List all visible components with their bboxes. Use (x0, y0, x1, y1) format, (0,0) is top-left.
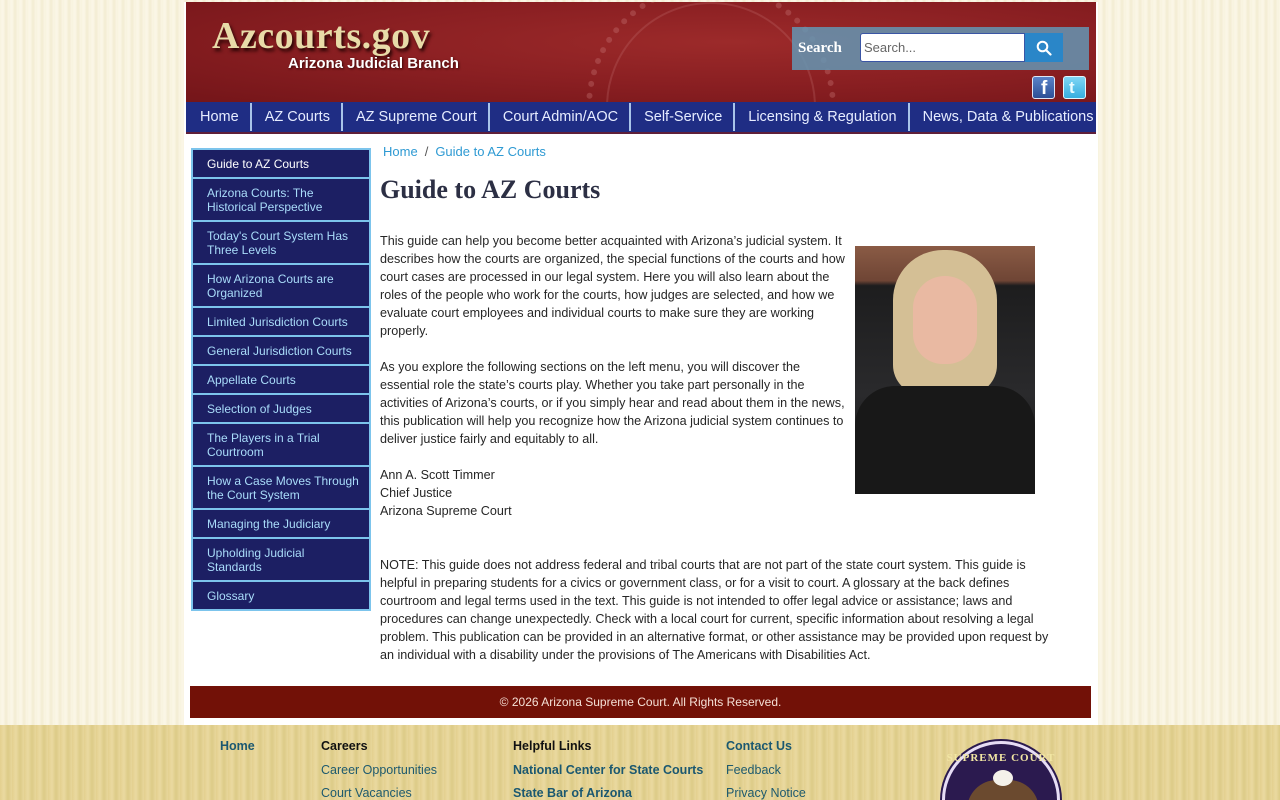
photo-robe (855, 386, 1035, 494)
site-header (186, 2, 1096, 102)
footer-home-link[interactable]: Home (220, 739, 255, 753)
chief-justice-photo (855, 246, 1035, 494)
intro-paragraph-2: As you explore the following sections on the left menu, you will discover the essential role the state’s courts play. Whether you take part personally in the activities of Arizona’s courts, or if you simply hear and read about them in the news, this publication will help you recognize how the Arizona judicial system continues to deliver justice fairly and equitably to all. (380, 360, 845, 446)
footer-helpful-links-heading: Helpful Links (513, 739, 592, 753)
footer-col-home (220, 739, 255, 763)
breadcrumb-home[interactable]: Home (383, 144, 418, 159)
sidebar-item-judicial-standards[interactable]: Upholding Judicial Standards (191, 539, 371, 582)
signature-title: Chief Justice (380, 486, 453, 500)
twitter-icon: t (1069, 78, 1075, 97)
seal-text: SUPREME COURT (946, 752, 1056, 764)
breadcrumb-current[interactable]: Guide to AZ Courts (435, 144, 546, 159)
twitter-link[interactable] (1063, 76, 1086, 99)
sidebar-item-case-moves[interactable]: How a Case Moves Through the Court System (191, 467, 371, 510)
facebook-icon: f (1041, 78, 1048, 99)
search-label: Search (798, 40, 842, 56)
footer-feedback-link[interactable]: Feedback (726, 763, 781, 777)
sidebar-item-general-jurisdiction[interactable]: General Jurisdiction Courts (191, 337, 371, 366)
nav-az-courts[interactable]: AZ Courts (250, 103, 341, 131)
page-container (184, 2, 1098, 725)
footer-career-opportunities-link[interactable]: Career Opportunities (321, 763, 438, 777)
footer-careers-heading: Careers (321, 739, 368, 753)
main-nav (186, 102, 1096, 134)
note-paragraph: NOTE: This guide does not address federal and tribal courts that are not part of the state court system. This guide is helpful in preparing students for a civics or government class, or for a visit to court. A glossary at the back defines courtroom and legal terms used in the text. This guide is not intended to offer legal advice or assistance; laws and procedures can change unexpectedly. Check with a local court for current, specific information about resolving a legal problem. This publication can be provided in an alternative format, or other assistance may be provided upon request by an individual with a disability under the provisions of The Americans with Disabilities Act. (380, 558, 1049, 662)
signature-court: Arizona Supreme Court (380, 504, 512, 518)
nav-court-admin[interactable]: Court Admin/AOC (488, 103, 629, 131)
site-logo-title[interactable]: Azcourts.gov (212, 15, 431, 57)
nav-home[interactable]: Home (200, 109, 239, 125)
search-button[interactable] (1025, 33, 1063, 62)
footer-col-helpful-links (513, 739, 703, 800)
breadcrumb (383, 144, 546, 159)
sidebar-item-guide[interactable]: Guide to AZ Courts (191, 148, 371, 179)
footer-col-contact (726, 739, 806, 800)
footer-state-bar-link[interactable]: State Bar of Arizona (513, 786, 633, 800)
sidebar-menu (191, 148, 371, 611)
sidebar-item-glossary[interactable]: Glossary (191, 582, 371, 611)
sidebar-item-how-organized[interactable]: How Arizona Courts are Organized (191, 265, 371, 308)
facebook-link[interactable] (1032, 76, 1055, 99)
sidebar-item-limited-jurisdiction[interactable]: Limited Jurisdiction Courts (191, 308, 371, 337)
breadcrumb-separator: / (424, 144, 429, 159)
search-icon (1036, 40, 1052, 56)
photo-face (913, 276, 977, 364)
footer-privacy-notice-link[interactable]: Privacy Notice (726, 786, 806, 800)
search-box (792, 27, 1089, 70)
sidebar-item-selection-of-judges[interactable]: Selection of Judges (191, 395, 371, 424)
page-title: Guide to AZ Courts (380, 175, 601, 204)
nav-news-data-publications[interactable]: News, Data & Publications (908, 103, 1105, 131)
sidebar-item-appellate-courts[interactable]: Appellate Courts (191, 366, 371, 395)
search-input[interactable] (860, 33, 1025, 62)
signature-name: Ann A. Scott Timmer (380, 468, 495, 482)
intro-paragraph-1: This guide can help you become better acquainted with Arizona’s judicial system. It describes how the courts are organized, the special functions of the courts and how court cases are processed in our legal system. Here you will also learn about the roles of the people who work for the courts, how judges are selected, and how we evaluate court employees and individual courts to make sure they are working properly. (380, 234, 845, 338)
site-logo-subtitle: Arizona Judicial Branch (288, 55, 459, 72)
footer-ncsc-link[interactable]: National Center for State Courts (513, 763, 704, 777)
nav-licensing-regulation[interactable]: Licensing & Regulation (733, 103, 907, 131)
nav-self-service[interactable]: Self-Service (629, 103, 733, 131)
footer-col-careers (321, 739, 437, 800)
copyright-bar: © 2026 Arizona Supreme Court. All Rights Reserved. (190, 686, 1091, 718)
footer-court-vacancies-link[interactable]: Court Vacancies (321, 786, 412, 800)
footer-contact-us-link[interactable]: Contact Us (726, 739, 792, 753)
eagle-head-icon (993, 770, 1013, 786)
nav-az-supreme-court[interactable]: AZ Supreme Court (341, 103, 488, 131)
sidebar-item-managing-judiciary[interactable]: Managing the Judiciary (191, 510, 371, 539)
sidebar-item-three-levels[interactable]: Today's Court System Has Three Levels (191, 222, 371, 265)
sidebar-item-historical-perspective[interactable]: Arizona Courts: The Historical Perspective (191, 179, 371, 222)
sidebar-item-players-trial-courtroom[interactable]: The Players in a Trial Courtroom (191, 424, 371, 467)
